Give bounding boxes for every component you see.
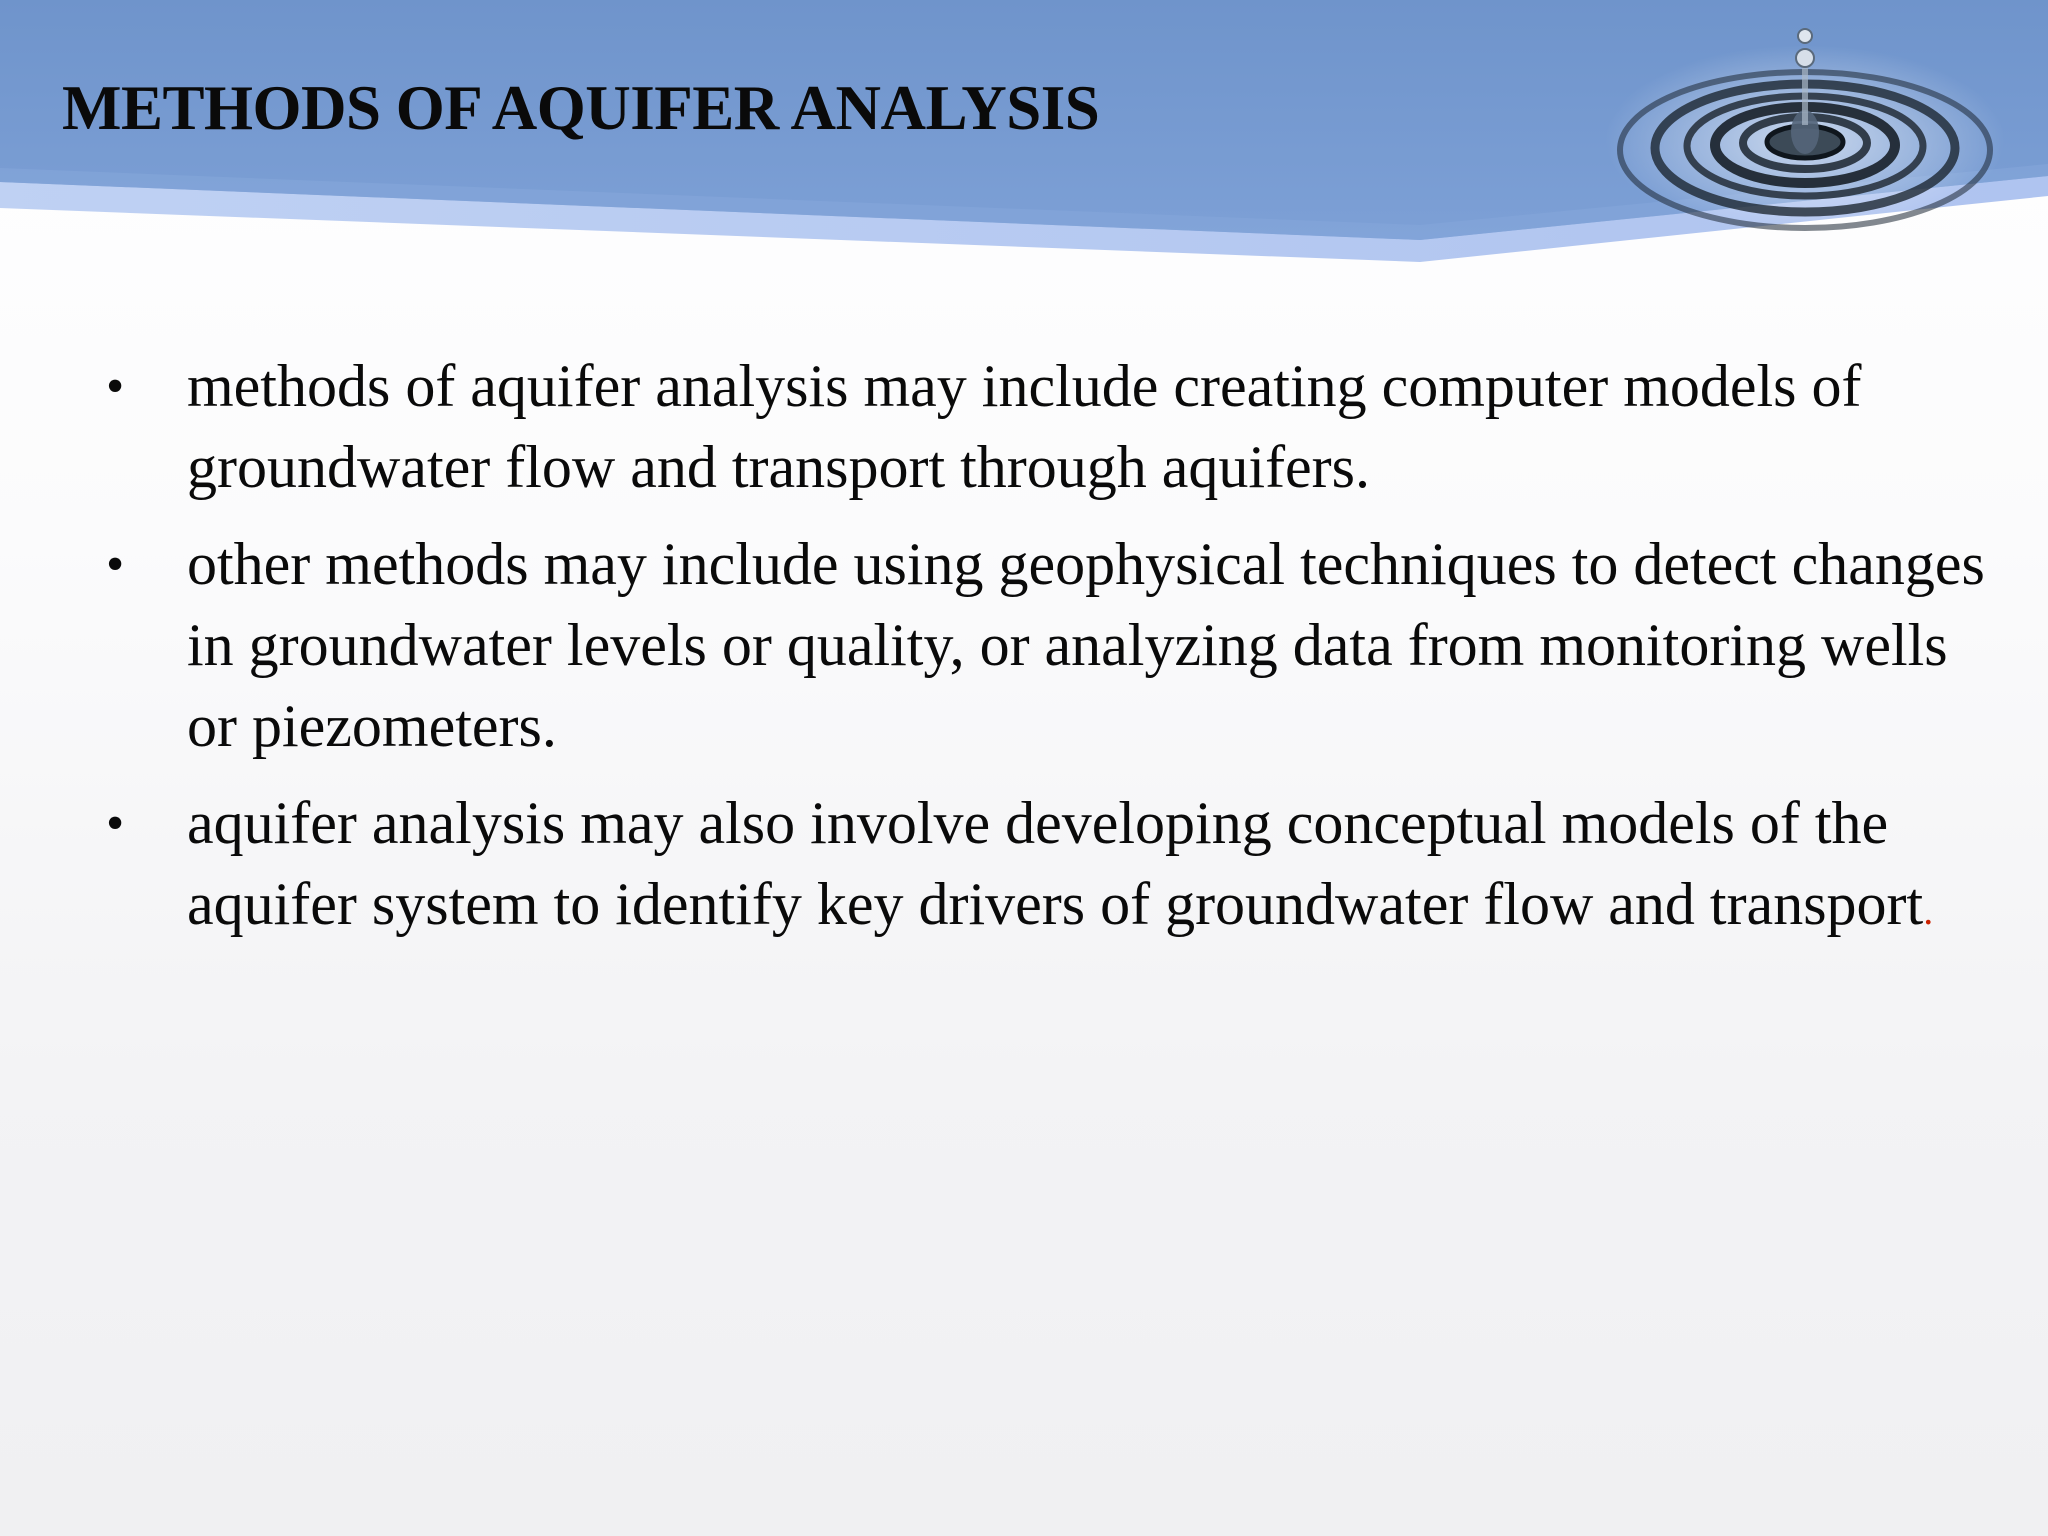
bullet-text: aquifer analysis may also involve developing conceptual models of the aquifer system to identify key drivers of groundwater flow and transport (187, 790, 1924, 937)
bullet-list (106, 346, 1996, 967)
bullet-item (106, 346, 1996, 508)
bullet-item (106, 524, 1996, 767)
bullet-dot: • (106, 358, 125, 415)
bullet-dot: • (106, 795, 125, 852)
bullet-dot: • (106, 536, 125, 593)
bullet-text: methods of aquifer analysis may include creating computer models of groundwater flow and transport through aquifers. (187, 353, 1862, 500)
bullet-item (106, 783, 1996, 951)
bullet-text: other methods may include using geophysical techniques to detect changes in groundwater levels or quality, or analyzing data from monitoring wells or piezometers. (187, 531, 1985, 759)
trailing-period: . (1923, 888, 1934, 933)
slide-title: METHODS OF AQUIFER ANALYSIS (62, 73, 1100, 143)
